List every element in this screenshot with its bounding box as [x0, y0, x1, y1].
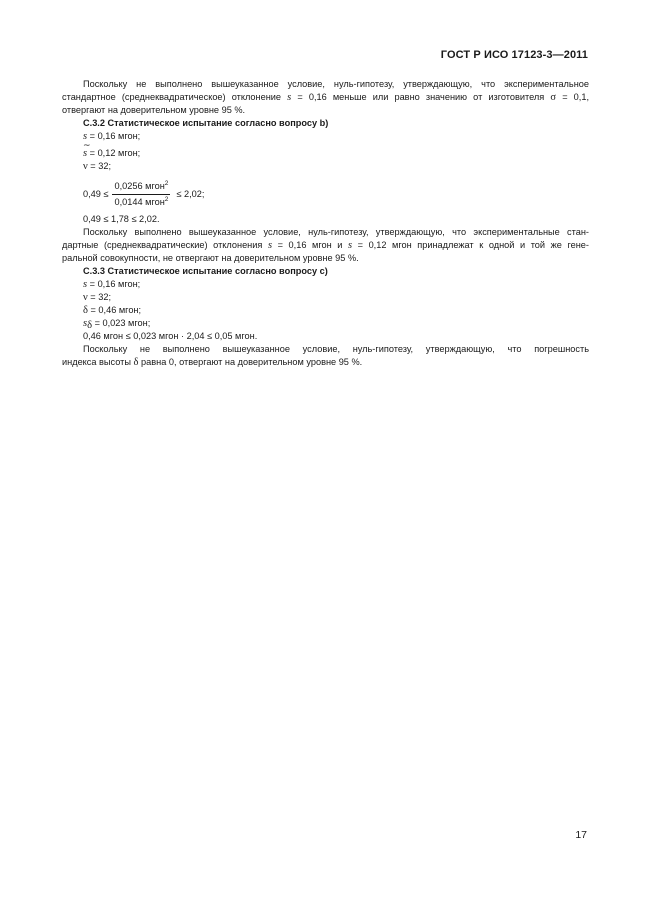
formula-s-tilde: ~ s = 0,12 мгон; [62, 147, 589, 160]
formula-s: s = 0,16 мгон; [83, 279, 141, 290]
formula-delta: δ = 0,46 мгон; [83, 305, 142, 316]
section-heading-c33: C.3.3 Статистическое испытание согласно вопросу c) [83, 266, 328, 276]
formula-nu: ν = 32; [83, 292, 111, 303]
text-line: Поскольку не выполнено вышеуказанное условие, нуль-гипотезу, утверждающую, что погрешность [83, 344, 589, 354]
text-line: индекса высоты δ равна 0, отвергают на доверительном уровне 95 %. [62, 357, 363, 368]
section-heading-c32: C.3.2 Статистическое испытание согласно вопросу b) [83, 118, 329, 128]
formula-inequality: 0,49 ≤ $\frac{0,0256 мгон^2}{0,0144 мгон^2}$ ≤ 2,02; [83, 179, 205, 207]
text-line: отвергают на доверительном уровне 95 %. [62, 105, 246, 115]
text-line: ральной совокупности, не отвергают на доверительном уровне 95 %. [62, 253, 359, 263]
formula-s-delta: $s_\delta = 0,023$ мгон; [83, 318, 151, 331]
text-line: Поскольку не выполнено вышеуказанное условие, нуль-гипотезу, утверждающую, что экспериментальное [83, 79, 589, 89]
formula-result: 0,49 ≤ 1,78 ≤ 2,02. [83, 214, 160, 224]
paragraph-conclusion-3 [62, 343, 589, 369]
text-line: Поскольку выполнено вышеуказанное условие, нуль-гипотезу, утверждающую, что экспериментальные стан- [83, 227, 589, 237]
formula-nu: ν = 32; [83, 161, 111, 172]
formula-s: s = 0,16 мгон; [83, 131, 141, 142]
formula-result: 0,46 мгон ≤ 0,023 мгон · 2,04 ≤ 0,05 мгон. [83, 331, 258, 341]
text-line: дартные (среднеквадратические) отклонения s = 0,16 мгон и ~ s = 0,12 мгон принадлежат к одной и той же гене- [62, 239, 589, 252]
document-header: ГОСТ Р ИСО 17123-3—2011 [440, 49, 588, 61]
paragraph-conclusion-2 [62, 226, 589, 265]
text-line: стандартное (среднеквадратическое) отклонение s = 0,16 меньше или равно значению от изготовителя σ = 0,1, [62, 92, 589, 103]
page-content [62, 78, 589, 369]
page-number: 17 [575, 829, 587, 841]
fraction: $\frac{0,0256 мгон^2}{0,0144 мгон^2}$ [114, 179, 169, 207]
paragraph-conclusion-1 [62, 78, 589, 117]
